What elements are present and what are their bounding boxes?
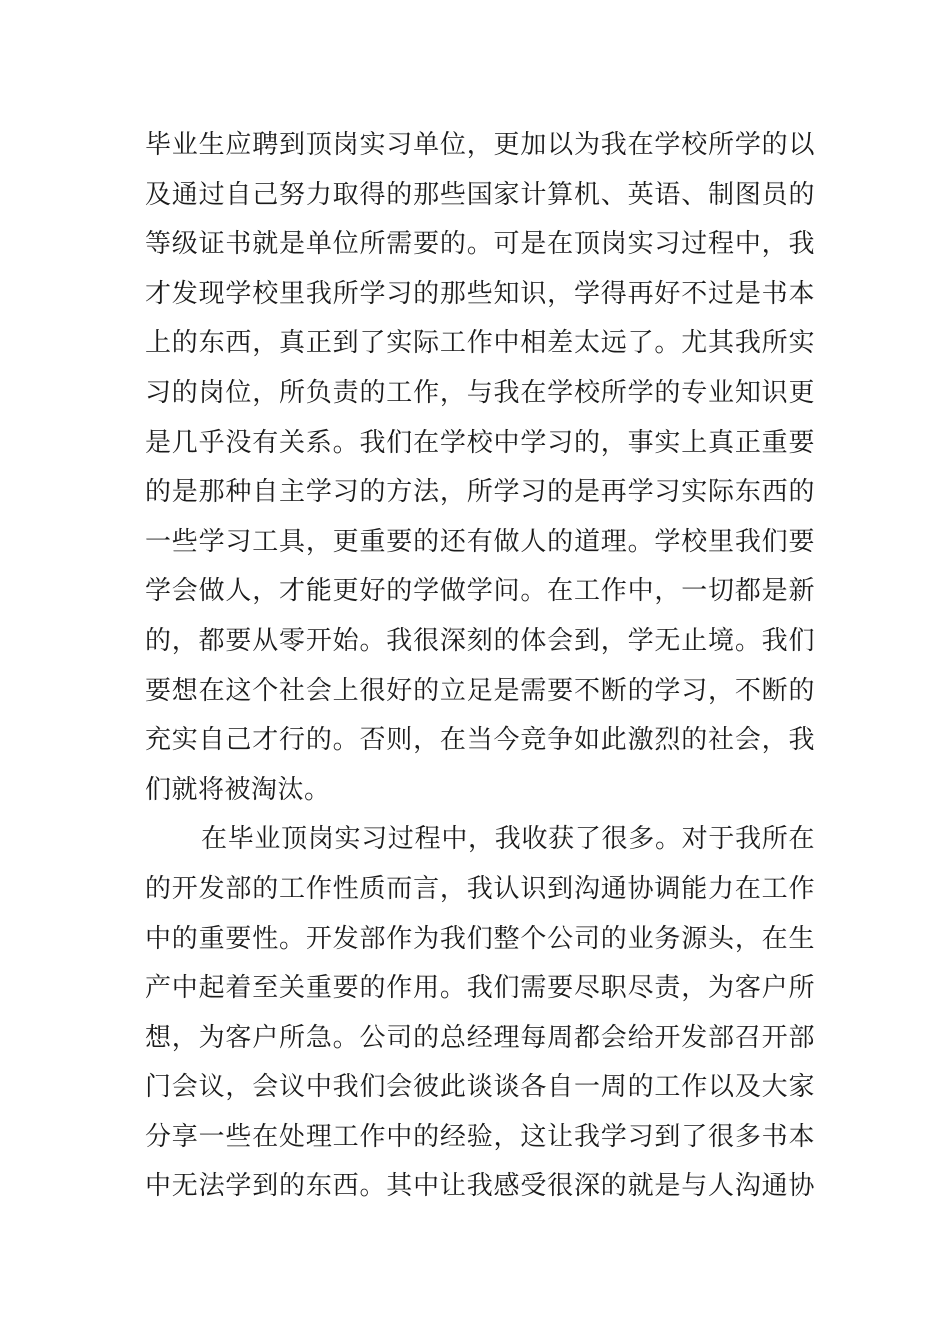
text-line-last: 们就将被淘汰。 bbox=[145, 774, 331, 805]
text-line: 的开发部的工作性质而言，我认识到沟通协调能力在工作 bbox=[145, 873, 815, 904]
text-line: 习的岗位，所负责的工作，与我在学校所学的专业知识更 bbox=[145, 377, 815, 408]
text-line: 中的重要性。开发部作为我们整个公司的业务源头，在生 bbox=[145, 923, 815, 954]
text-line: 产中起着至关重要的作用。我们需要尽职尽责，为客户所 bbox=[145, 973, 815, 1004]
text-line: 是几乎没有关系。我们在学校中学习的，事实上真正重要 bbox=[145, 427, 815, 458]
text-line: 分享一些在处理工作中的经验，这让我学习到了很多书本 bbox=[145, 1121, 815, 1152]
text-line: 的是那种自主学习的方法，所学习的是再学习实际东西的 bbox=[145, 477, 815, 508]
text-line: 想，为客户所急。公司的总经理每周都会给开发部召开部 bbox=[145, 1022, 815, 1053]
text-line: 一些学习工具，更重要的还有做人的道理。学校里我们要 bbox=[145, 526, 815, 557]
text-line: 等级证书就是单位所需要的。可是在顶岗实习过程中，我 bbox=[145, 229, 815, 260]
text-line: 毕业生应聘到顶岗实习单位，更加以为我在学校所学的以 bbox=[145, 130, 815, 160]
text-line: 要想在这个社会上很好的立足是需要不断的学习，不断的 bbox=[145, 675, 815, 706]
text-line: 门会议，会议中我们会彼此谈谈各自一周的工作以及大家 bbox=[145, 1072, 815, 1103]
text-line: 学会做人，才能更好的学做学问。在工作中，一切都是新 bbox=[145, 576, 815, 607]
text-line: 中无法学到的东西。其中让我感受很深的就是与人沟通协 bbox=[145, 1171, 815, 1202]
body-text bbox=[145, 121, 815, 1212]
text-line: 及通过自己努力取得的那些国家计算机、英语、制图员的 bbox=[145, 179, 815, 210]
text-line: 充实自己才行的。否则，在当今竞争如此激烈的社会，我 bbox=[145, 725, 815, 756]
text-line: 才发现学校里我所学习的那些知识，学得再好不过是书本 bbox=[145, 278, 815, 309]
text-line-first-indented: 在毕业顶岗实习过程中，我收获了很多。对于我所在 bbox=[201, 824, 815, 855]
text-line: 上的东西，真正到了实际工作中相差太远了。尤其我所实 bbox=[145, 328, 815, 359]
text-line: 的，都要从零开始。我很深刻的体会到，学无止境。我们 bbox=[145, 625, 815, 656]
